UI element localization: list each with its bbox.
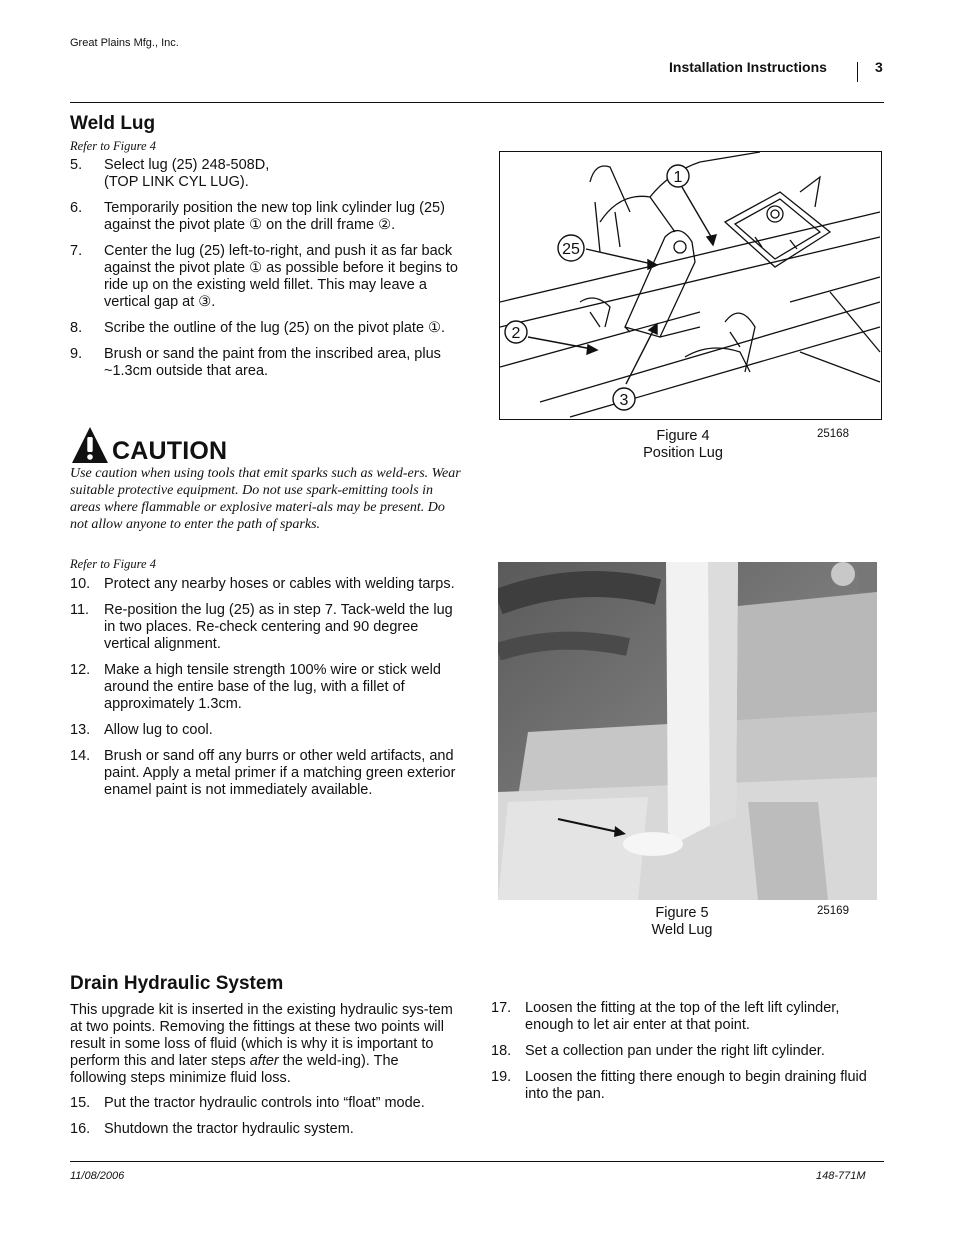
step-item: [70, 576, 460, 593]
step-item: [70, 722, 460, 739]
step-number: 5.: [70, 157, 83, 173]
drain-heading: Drain Hydraulic System: [70, 973, 284, 994]
weld-lug-continued: [70, 557, 460, 808]
step-text: Allow lug to cool.: [104, 722, 213, 738]
weld-lug-heading: Weld Lug: [70, 113, 156, 134]
footer-date: 11/08/2006: [70, 1170, 125, 1182]
figure-5-label: Figure 5: [655, 905, 709, 921]
header-separator: [857, 62, 858, 82]
warning-triangle-icon: [70, 425, 110, 465]
caution-title: CAUTION: [112, 437, 228, 465]
drain-intro-text: This upgrade kit is inserted in the existing hydraulic sys-tem at two points. Removing the fittings at these two points will result in some loss of fluid (which is why it is important to perform this and later steps: [70, 1002, 453, 1069]
step-number: 17.: [491, 1000, 512, 1016]
callout-1: 1: [673, 169, 683, 186]
step-text: Scribe the outline of the lug (25) on the pivot plate ①.: [104, 320, 446, 336]
step-number: 19.: [491, 1069, 512, 1085]
step-item: [70, 200, 460, 234]
step-text: Loosen the fitting there enough to begin draining fluid into the pan.: [525, 1069, 867, 1102]
drain-intro: [70, 1002, 458, 1087]
caution-text: Use caution when using tools that emit sparks such as weld-ers. Wear suitable protective equipment. Do not use spark-emitting tools in areas where flammable or explosive materi-als may be present. Do not allow anyone to enter the path of sparks.: [70, 466, 461, 532]
footer-doc-number: 148-771M: [816, 1170, 866, 1182]
drain-intro-emphasis: after: [249, 1053, 279, 1069]
weld-lug-photo: [498, 562, 877, 900]
drain-steps-right: [491, 1000, 876, 1103]
step-text: Center the lug (25) left-to-right, and push it as far back against the pivot plate ① as possible before it begins to ride up on the existing weld fillet. This may leave a vertical gap at ③.: [104, 243, 458, 310]
callout-25: 25: [562, 241, 580, 258]
page-number: 3: [875, 59, 883, 75]
weld-steps-list: [70, 157, 460, 380]
step-number: 7.: [70, 243, 83, 259]
figure-reference-2: Refer to Figure 4: [70, 557, 156, 571]
drain-steps-left: [70, 1095, 458, 1138]
figure-5-photo: [498, 562, 877, 900]
figure-5-caption: [602, 905, 762, 939]
step-item: [70, 157, 460, 191]
step-number: 9.: [70, 346, 83, 362]
figure-reference: Refer to Figure 4: [70, 139, 156, 153]
step-item: [70, 1121, 458, 1138]
step-text: Shutdown the tractor hydraulic system.: [104, 1121, 354, 1137]
drain-section: [70, 973, 458, 1147]
step-number: 11.: [70, 602, 90, 618]
section-title: Installation Instructions: [669, 59, 827, 75]
figure-4-diagram: [499, 151, 882, 420]
step-item: [70, 662, 460, 713]
step-item: [70, 748, 460, 799]
figure-5-title: Weld Lug: [651, 922, 713, 938]
weld-steps-list-2: [70, 576, 460, 799]
callout-3: 3: [619, 392, 629, 409]
step-item: [70, 243, 460, 311]
position-lug-drawing: [500, 152, 881, 419]
step-item: [70, 1095, 458, 1112]
step-number: 13.: [70, 722, 91, 738]
step-text: Re-position the lug (25) as in step 7. Tack-weld the lug in two places. Re-check centering and 90 degree vertical alignment.: [104, 602, 453, 652]
drain-intro-text-end: the weld-ing). The following steps minimize fluid loss.: [70, 1053, 399, 1086]
step-text: Temporarily position the new top link cylinder lug (25) against the pivot plate ① on the drill frame ②.: [104, 200, 445, 233]
figure-4-number: 25168: [817, 428, 849, 440]
figure-4-label: Figure 4: [656, 428, 710, 444]
step-item: [70, 602, 460, 653]
step-number: 14.: [70, 748, 91, 764]
step-number: 10.: [70, 576, 91, 592]
step-text: Set a collection pan under the right lift cylinder.: [525, 1043, 825, 1059]
header-rule: [70, 102, 884, 103]
step-text: Brush or sand off any burrs or other weld artifacts, and paint. Apply a metal primer if a matching green exterior enamel paint is not immediately available.: [104, 748, 456, 798]
callout-2: 2: [511, 325, 521, 342]
figure-5-number: 25169: [817, 905, 849, 917]
step-item: [491, 1069, 876, 1103]
step-number: 18.: [491, 1043, 512, 1059]
step-text: Put the tractor hydraulic controls into “float” mode.: [104, 1095, 425, 1111]
step-number: 6.: [70, 200, 83, 216]
step-item: [70, 320, 460, 337]
figure-4-caption: [603, 428, 763, 462]
step-text: Loosen the fitting at the top of the left lift cylinder, enough to let air enter at that point.: [525, 1000, 840, 1033]
step-number: 15.: [70, 1095, 91, 1111]
step-number: 16.: [70, 1121, 91, 1137]
step-item: [491, 1043, 876, 1060]
step-text: Make a high tensile strength 100% wire or stick weld around the entire base of the lug, with a fillet of approximately 1.3cm.: [104, 662, 441, 712]
step-number: 12.: [70, 662, 91, 678]
weld-lug-section: [70, 113, 460, 389]
drain-section-right: [491, 1000, 876, 1112]
step-item: [70, 346, 460, 380]
footer-rule: [70, 1161, 884, 1162]
step-text: Select lug (25) 248-508D, (TOP LINK CYL LUG).: [104, 157, 270, 190]
company-name: Great Plains Mfg., Inc.: [70, 37, 179, 49]
step-number: 8.: [70, 320, 83, 336]
figure-4-title: Position Lug: [643, 445, 723, 461]
step-text: Brush or sand the paint from the inscribed area, plus ~1.3cm outside that area.: [104, 346, 441, 379]
step-text: Protect any nearby hoses or cables with welding tarps.: [104, 576, 455, 592]
caution-block: [70, 425, 462, 533]
step-item: [491, 1000, 876, 1034]
